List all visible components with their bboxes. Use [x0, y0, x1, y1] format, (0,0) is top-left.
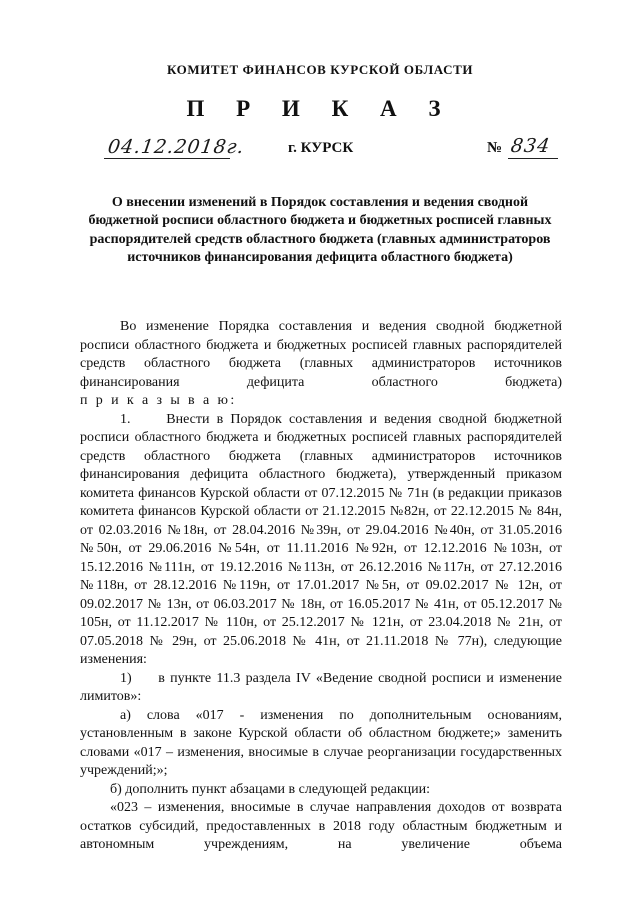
number-label: №: [487, 140, 503, 156]
order-body: [80, 318, 562, 855]
subitem-1b-paragraph: б) дополнить пункт абзацами в следующей редакции:: [110, 781, 430, 797]
subitem-1a-paragraph: а) слова «017 - изменения по дополнительным основаниям, установленным в законе Курской области об областном бюджете;» заменить словами «017 – изменения, вносимые в случае реорганизации государственных учреждений;»;: [80, 707, 562, 778]
committee-name: КОМИТЕТ ФИНАНСОВ КУРСКОЙ ОБЛАСТИ: [166, 62, 474, 77]
document-type-title: П Р И К А З: [186, 96, 454, 121]
city-label: г. КУРСК: [288, 140, 354, 156]
orders-word: п р и к а з ы в а ю:: [80, 393, 237, 408]
preamble-paragraph: Во изменение Порядка составления и ведения сводной бюджетной росписи областного бюджета и бюджетных росписей главных распорядителей средств областного бюджета (главных администраторов источников финансирования дефицита областного бюджета): [80, 319, 562, 390]
handwritten-number: 834: [509, 135, 552, 157]
number-underline: [508, 158, 558, 159]
date-underline: [104, 158, 230, 159]
item-1-paragraph: 1. Внести в Порядок составления и ведения сводной бюджетной росписи областного бюджета и бюджетных росписей главных распорядителей средств областного бюджета (главных администраторов источников финансирования дефицита областного бюджета), утвержденный приказом комитета финансов Курской области от 07.12.2015 № 71н (в редакции приказов комитета финансов Курской области от 21.12.2015 №82н, от 22.12.2015 № 84н, от 02.03.2016 №18н, от 28.04.2016 №39н, от 29.04.2016 №40н, от 31.05.2016 №50н, от 29.06.2016 №54н, от 11.11.2016 №92н, от 12.12.2016 №103н, от 15.12.2016 №111н, от 19.12.2016 №113н, от 26.12.2016 №117н, от 27.12.2016 №118н, от 28.12.2016 №119н, от 17.01.2017 №5н, от 09.02.2017 № 12н, от 09.02.2017 № 13н, от 06.03.2017 № 18н, от 16.05.2017 № 41н, от 05.12.2017 № 105н, от 11.12.2017 № 110н, от 25.12.2017 № 121н, от 23.04.2018 № 21н, от 07.05.2018 № 29н, от 25.06.2018 № 41н, от 21.11.2018 № 77н), следующие изменения:: [80, 411, 562, 667]
handwritten-date: 04.12.2018г.: [106, 136, 246, 158]
subitem-1-paragraph: 1) в пункте 11.3 раздела IV «Ведение сводной росписи и изменение лимитов»:: [80, 670, 562, 704]
quote-023-paragraph: «023 – изменения, вносимые в случае направления доходов от возврата остатков субсидий, предоставленных в 2018 году областным бюджетным и автономным учреждениям, на увеличение объема: [80, 800, 562, 852]
order-subject: О внесении изменений в Порядок составления и ведения сводной бюджетной росписи областного бюджета и бюджетных росписей главных распорядителей средств областного бюджета (главных администраторов источников финансирования дефицита областного бюджета): [88, 195, 552, 266]
